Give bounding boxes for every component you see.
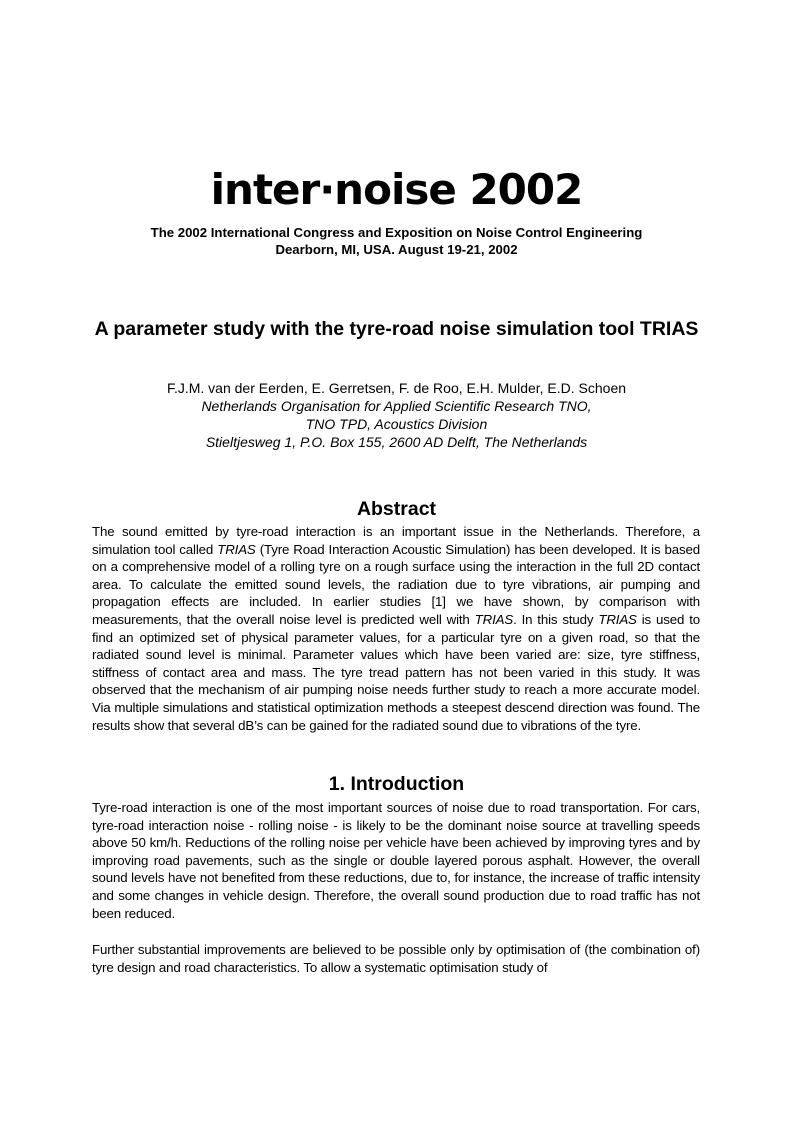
paper-title: A parameter study with the tyre-road noise simulation tool TRIAS [94,318,699,340]
introduction-paragraph: Further substantial improvements are believed to be possible only by optimisation of (the combination of) tyre design and road characteristics. To allow a systematic optimisation study of [92,942,700,975]
abstract-text-segment: (Tyre Road Interaction Acoustic Simulation) has been developed. It is based on a comprehensive model of a rolling tyre on a rough surface using the interaction in the full 2D contact area. To calculate the emitted sound levels, the radiation due to tyre vibrations, air pumping and propagation effects are included. In earlier studies [1] we have shown, by comparison with measurements, that the overall noise level is predicted well with [92,541,700,627]
abstract-emphasis-trias: TRIAS [474,611,514,627]
introduction-heading: 1. Introduction [328,773,465,795]
conference-logo: inter·noise 2002 [210,165,583,214]
abstract-text-segment: The sound emitted by tyre-road interaction is an important issue in the Netherlands. Therefore, a simulation tool called [92,524,700,557]
abstract-text-segment: is used to find an optimized set of physical parameter values, for a particular tyre on a given road, so that the radiated sound level is minimal. Parameter values which have been varied are: size, tyre stiffness, stiffness of contact area and mass. The tyre tread pattern has not been varied in this study. It was observed that the mechanism of air pumping noise needs further study to reach a more accurate model. Via multiple simulations and statistical optimization methods a steepest descend direction was found. The results show that several dB’s can be gained for the radiated sound due to vibrations of the tyre. [92,611,700,733]
conference-name: The 2002 International Congress and Exposition on Noise Control Engineering [150,225,643,240]
affiliation-organisation: Netherlands Organisation for Applied Scientific Research TNO, [201,398,592,414]
affiliation-address: Stieltjesweg 1, P.O. Box 155, 2600 AD Delft, The Netherlands [205,434,588,450]
abstract-heading: Abstract [356,498,437,520]
affiliation-division: TNO TPD, Acoustics Division [305,416,488,432]
conference-location-date: Dearborn, MI, USA. August 19-21, 2002 [275,242,518,257]
abstract-emphasis-trias: TRIAS [598,611,637,627]
abstract-text-segment: . In this study [513,611,599,627]
introduction-paragraph: Tyre-road interaction is one of the most important sources of noise due to road transportation. For cars, tyre-road interaction noise - rolling noise - is likely to be the dominant noise source at travelling speeds above 50 km/h. Reductions of the rolling noise per vehicle have been achieved by improving tyres and by improving road pavements, such as the single or double layered porous asphalt. However, the overall sound levels have not benefited from these reductions, due to, for instance, the increase of traffic intensity and some changes in vehicle design. Therefore, the overall sound production due to road traffic has not been reduced. [92,800,700,921]
author-list: F.J.M. van der Eerden, E. Gerretsen, F. de Roo, E.H. Mulder, E.D. Schoen [166,380,627,396]
abstract-emphasis-trias: TRIAS [217,541,256,557]
abstract-body [92,523,700,734]
